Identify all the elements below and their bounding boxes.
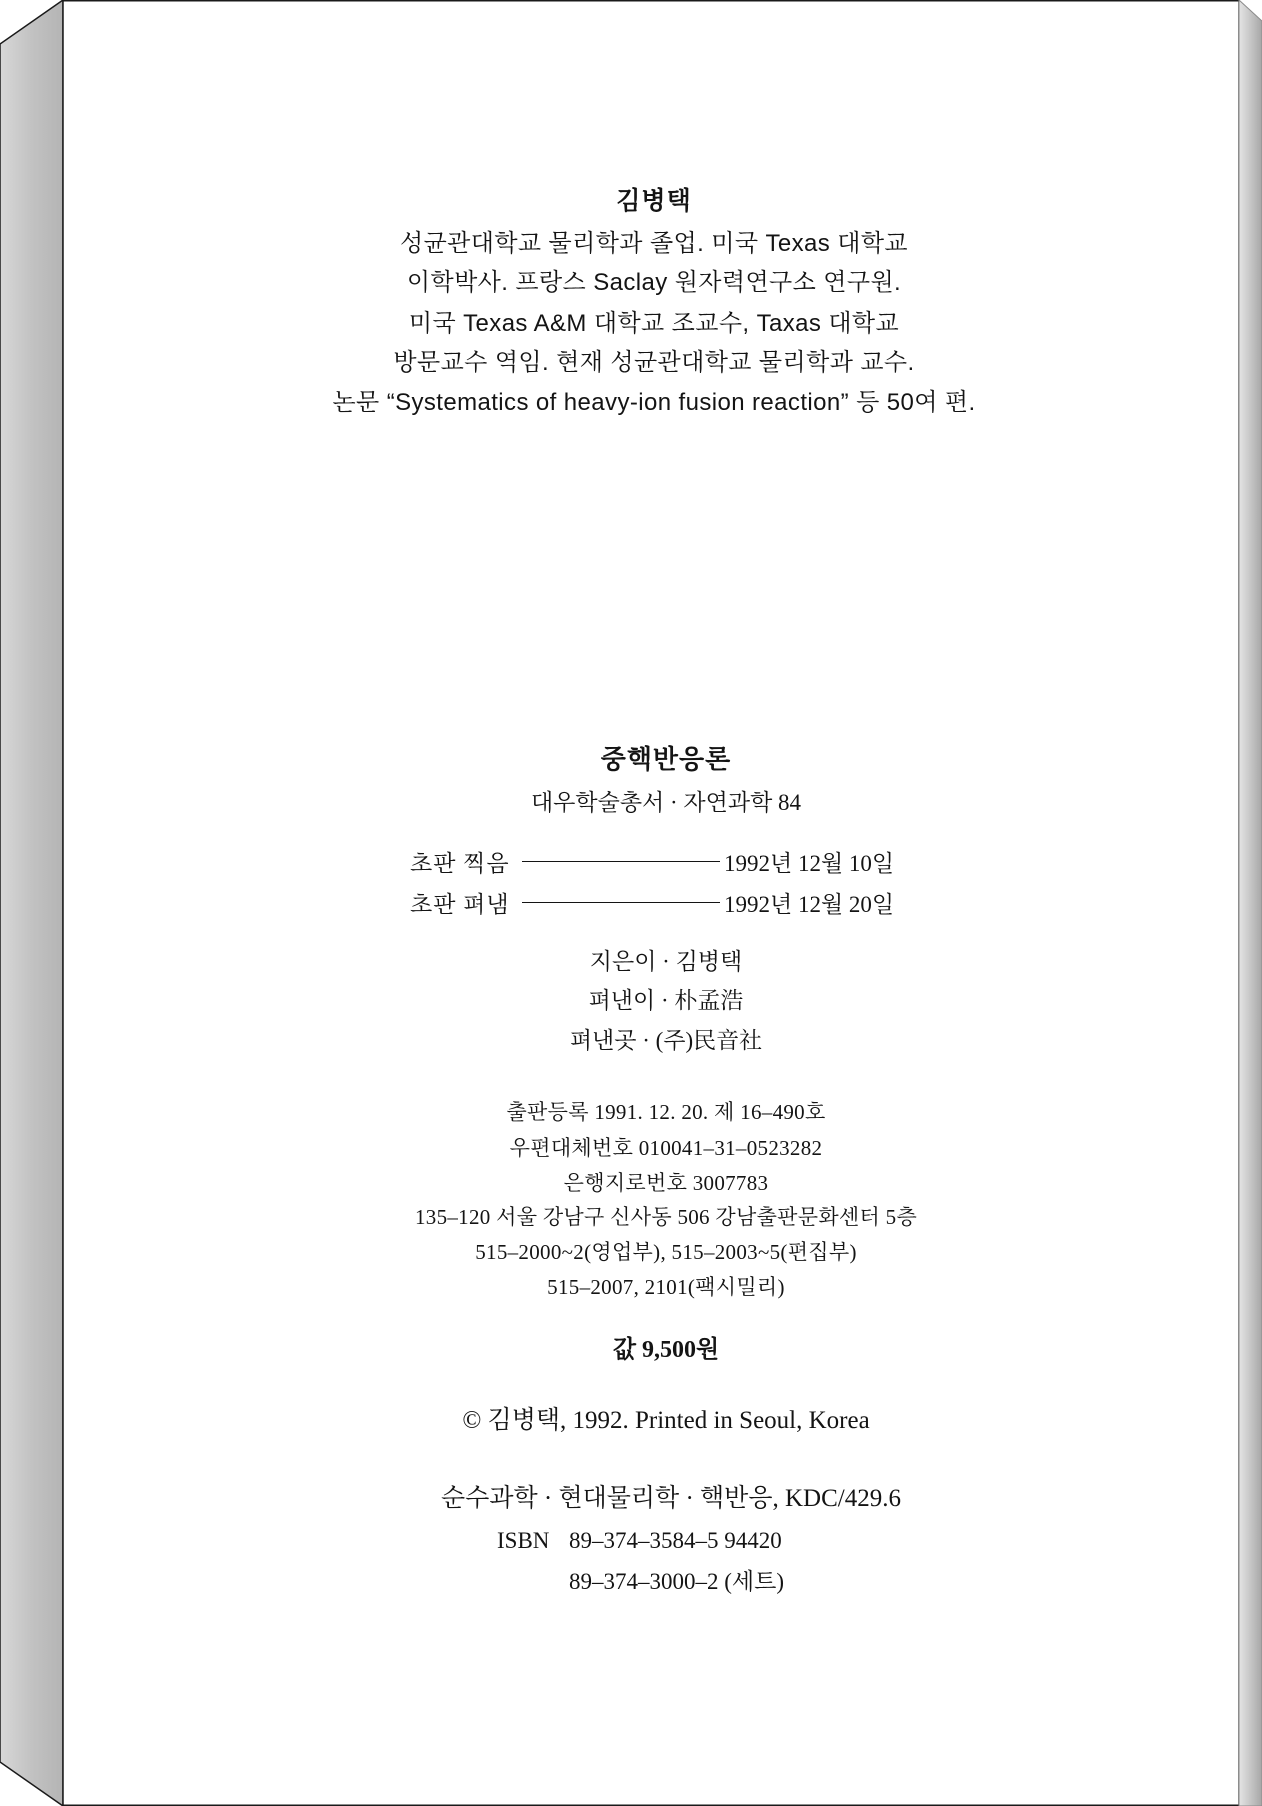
- book-series: 대우학술총서 · 자연과학 84: [530, 790, 802, 815]
- isbn-row: [497, 1522, 784, 1560]
- credit-author: 지은이 · 김병택: [589, 949, 743, 974]
- author-bio-line: 방문교수 역임. 현재 성균관대학교 물리학과 교수.: [393, 349, 915, 376]
- author-bio-line: 성균관대학교 물리학과 졸업. 미국 Texas 대학교: [399, 230, 909, 257]
- author-bio-line: 논문 “Systematics of heavy-ion fusion reaction” 등 50여 편.: [332, 389, 976, 416]
- credit-publisher: 펴낸곳 · (주)民音社: [569, 1028, 763, 1053]
- leader-rule: [522, 861, 720, 862]
- classification: 순수과학 · 현대물리학 · 핵반응, KDC/429.6: [441, 1485, 901, 1512]
- price: 값 9,500원: [612, 1337, 720, 1363]
- book-edge-shadow: [1239, 0, 1262, 1806]
- isbn-block: [497, 1522, 784, 1598]
- isbn-number-set: 89–374–3000–2 (세트): [569, 1568, 785, 1594]
- first-print-label: 초판 찍음: [410, 850, 510, 876]
- first-publish-label: 초판 펴냄: [410, 891, 510, 917]
- leader-rule: [522, 902, 720, 903]
- publisher-fax: 515–2007, 2101(팩시밀리): [547, 1275, 785, 1299]
- publisher-phone: 515–2000~2(영업부), 515–2003~5(편집부): [475, 1240, 857, 1264]
- author-bio-line: 미국 Texas A&M 대학교 조교수, Taxas 대학교: [408, 310, 900, 337]
- first-print-date: 1992년 12월 10일: [724, 850, 895, 876]
- author-name: 김병택: [616, 187, 692, 215]
- first-print-row: [410, 844, 894, 878]
- author-bio-line: 이학박사. 프랑스 Saclay 원자력연구소 연구원.: [406, 269, 902, 296]
- publisher-address: 135–120 서울 강남구 신사동 506 강남출판문화센터 5층: [414, 1205, 918, 1229]
- first-publish-date: 1992년 12월 20일: [724, 891, 895, 917]
- isbn-label: ISBN: [497, 1528, 550, 1553]
- isbn-row: [497, 1560, 784, 1598]
- book-spine: [0, 0, 63, 1806]
- copyright-notice: © 김병택, 1992. Printed in Seoul, Korea: [462, 1407, 870, 1434]
- first-publish-row: [410, 885, 894, 919]
- postal-transfer-info: 우편대체번호 010041–31–0523282: [509, 1136, 823, 1160]
- isbn-number: 89–374–3584–5 94420: [569, 1528, 782, 1553]
- bank-giro-info: 은행지로번호 3007783: [563, 1171, 769, 1195]
- credit-publisher-person: 펴낸이 · 朴孟浩: [588, 988, 744, 1013]
- book-title: 중핵반응론: [600, 745, 732, 774]
- registration-info: 출판등록 1991. 12. 20. 제 16–490호: [506, 1100, 826, 1124]
